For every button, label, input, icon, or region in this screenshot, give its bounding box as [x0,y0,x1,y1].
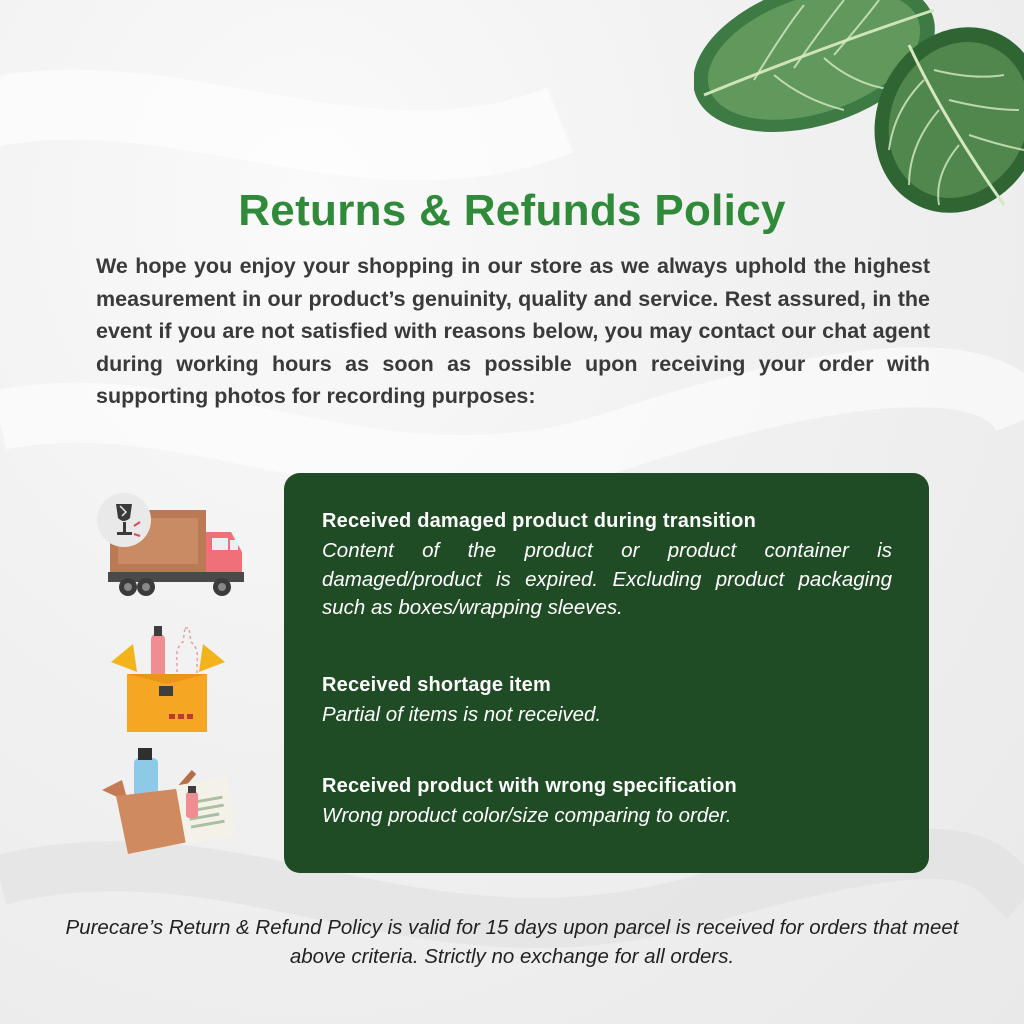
page-title: Returns & Refunds Policy [238,186,786,235]
criteria-heading: Received shortage item [322,674,551,696]
policy-footer-note: Purecare’s Return & Refund Policy is valid for 15 days upon parcel is received for orders that meet above criteria. Strictly no exchange for all orders. [65,916,959,968]
criteria-description: Wrong product color/size comparing to order. [322,804,732,827]
intro-paragraph: We hope you enjoy your shopping in our store as we always uphold the highest measurement in our product’s genuinity, quality and service. Rest assured, in the event if you are not satisfied with reasons below, you may contact our chat agent during working hours as soon as possible upon receiving your order with supporting photos for recording purposes: [96,254,930,408]
criteria-heading: Received product with wrong specification [322,775,737,797]
decorative-leaves-image [694,0,1024,215]
criteria-description: Partial of items is not received. [322,703,602,726]
criteria-description: Content of the product or product container is damaged/product is expired. Excluding product packaging such as boxes/wrapping sleeves. [322,539,892,619]
delivery-truck-fragile-icon [96,490,246,605]
criteria-panel [284,473,929,873]
criteria-heading: Received damaged product during transition [322,510,757,532]
open-box-missing-item-icon [107,622,229,737]
criteria-item-damaged-product [322,510,892,623]
criteria-item-wrong-specification [322,775,892,831]
open-box-wrong-product-icon [98,746,240,858]
criteria-item-shortage [322,674,892,730]
